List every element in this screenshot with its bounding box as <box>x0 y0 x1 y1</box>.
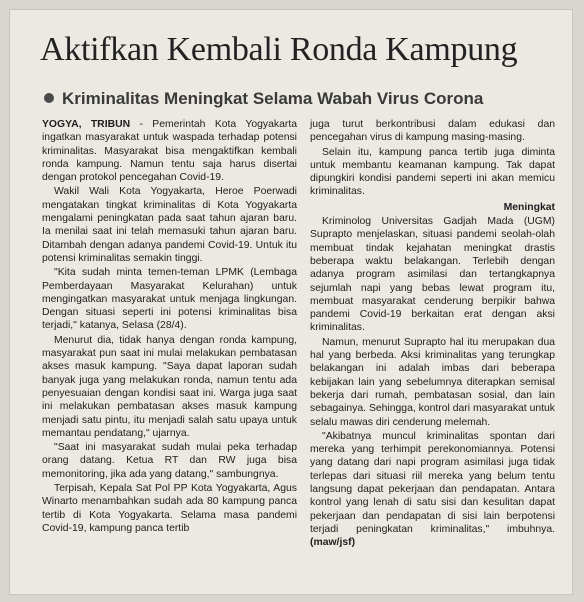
dateline: YOGYA, TRIBUN <box>42 119 131 130</box>
subheadline: Kriminalitas Meningkat Selama Wabah Virus Corona <box>62 89 484 108</box>
paragraph-text: "Akibatnya muncul kriminalitas spontan dari mereka yang terhimpit perekonomiannya. Potensi yang datang dari napi program asimilasi juga tidak terlepas dari situasi riil mereka yang belum tentu langsung dapat pekerjaan dan pendapatan. Antara kontrol yang lenah di satu sisi dan kesulitan dapat pekerjaan dan pendapatan di sisi lain berpotensi terjadi peningkatan kriminalitas," imbuhnya. <box>310 430 555 535</box>
paragraph: Kriminolog Universitas Gadjah Mada (UGM) Suprapto menjelaskan, situasi pandemi seolah-olah membuat tindak kejahatan meningkat drastis beberapa waktu belakangan. Terlebih dengan adanya program asimilasi dan tertangkapnya sejumlah napi yang bebas lewat program itu, membuat masyarakat cenderung berpikir bahwa pandemi Covid-19 berkaitan erat dengan aksi kriminalitas. <box>310 216 555 334</box>
paragraph: Selain itu, kampung panca tertib juga diminta untuk membantu keamanan kampung. Tak dapat dipungkiri kondisi pandemi seperti ini akan memicu kriminalitas. <box>310 146 555 198</box>
paragraph: Menurut dia, tidak hanya dengan ronda kampung, masyarakat pun saat ini mulai melakukan pembatasan akses masuk kampung. "Saya dapat laporan sudah banyak juga yang melakukan ronda, namun tentu ada penyesuaian dengan kondisi saat ini. Warga juga saat ini melakukan pembatasan akses masuk kampung menjadi satu pintu, itu menjadi salah satu upaya untuk memantau pendatang," ujarnya. <box>42 334 297 439</box>
newspaper-clipping <box>10 10 572 594</box>
paragraph: Terpisah, Kepala Sat Pol PP Kota Yogyakarta, Agus Winarto menambahkan sudah ada 80 kampung panca tertib di Kota Yogyakarta. Selama masa pandemi Covid-19, kampung panca tertib <box>42 483 297 534</box>
paragraph: Wakil Wali Kota Yogyakarta, Heroe Poerwadi mengatakan tingkat kriminalitas di Kota Yogyakarta mengalami peningkatan pada saat tahun ajaran baru. Ia menilai saat ini telah memasuki tahun ajaran baru. Ditambah dengan adanya pandemi Covid-19. Untuk itu potensi kriminalitas semakin tinggi. <box>42 186 297 264</box>
byline: (maw/jsf) <box>310 537 356 549</box>
paragraph: "Saat ini masyarakat sudah mulai peka terhadap orang datang. Ketua RT dan RW juga bisa memonitoring, jika ada yang datang," sambungnya. <box>42 442 297 480</box>
bullet-icon <box>44 93 54 103</box>
left-column <box>42 118 297 536</box>
paragraph: juga turut berkontribusi dalam edukasi dan pencegahan virus di kampung masing-masing. <box>310 119 555 144</box>
paragraph-text: - Pemerintah Kota Yogyakarta ingatkan masyarakat untuk waspada terhadap potensi kriminalitas. Masyarakat bisa mengaktifkan kembali ronda kampung. Namun tentu saja harus disertai dengan protokol pencegahan Covid-19. <box>42 119 297 184</box>
paragraph: Namun, menurut Suprapto hal itu merupakan dua hal yang berbeda. Aksi kriminalitas yang terungkap belakangan ini adalah imbas dari beberapa kebijakan lain yang sebelumnya diterapkan semisal bekerja dari rumah, pembatasan sosial, dan lain sebagainya. Sehingga, kontrol dari masyarakat untuk selalu mawas diri cenderung melemah. <box>310 336 555 428</box>
headline: Aktifkan Kembali Ronda Kampung <box>40 31 518 68</box>
paragraph: "Kita sudah minta temen-teman LPMK (Lembaga Pemberdayaan Masyarakat Kelurahan) untuk mengingatkan masyarakat untuk menjaga lingkungan. Dengan situasi seperti ini potensi kriminalitas bisa terjadi," katanya, Selasa (28/4). <box>42 267 297 332</box>
subsection-title: Meningkat <box>503 201 555 213</box>
subheadline-row <box>44 88 564 110</box>
paragraph <box>310 430 555 550</box>
paragraph <box>42 118 297 184</box>
right-column <box>310 118 555 551</box>
